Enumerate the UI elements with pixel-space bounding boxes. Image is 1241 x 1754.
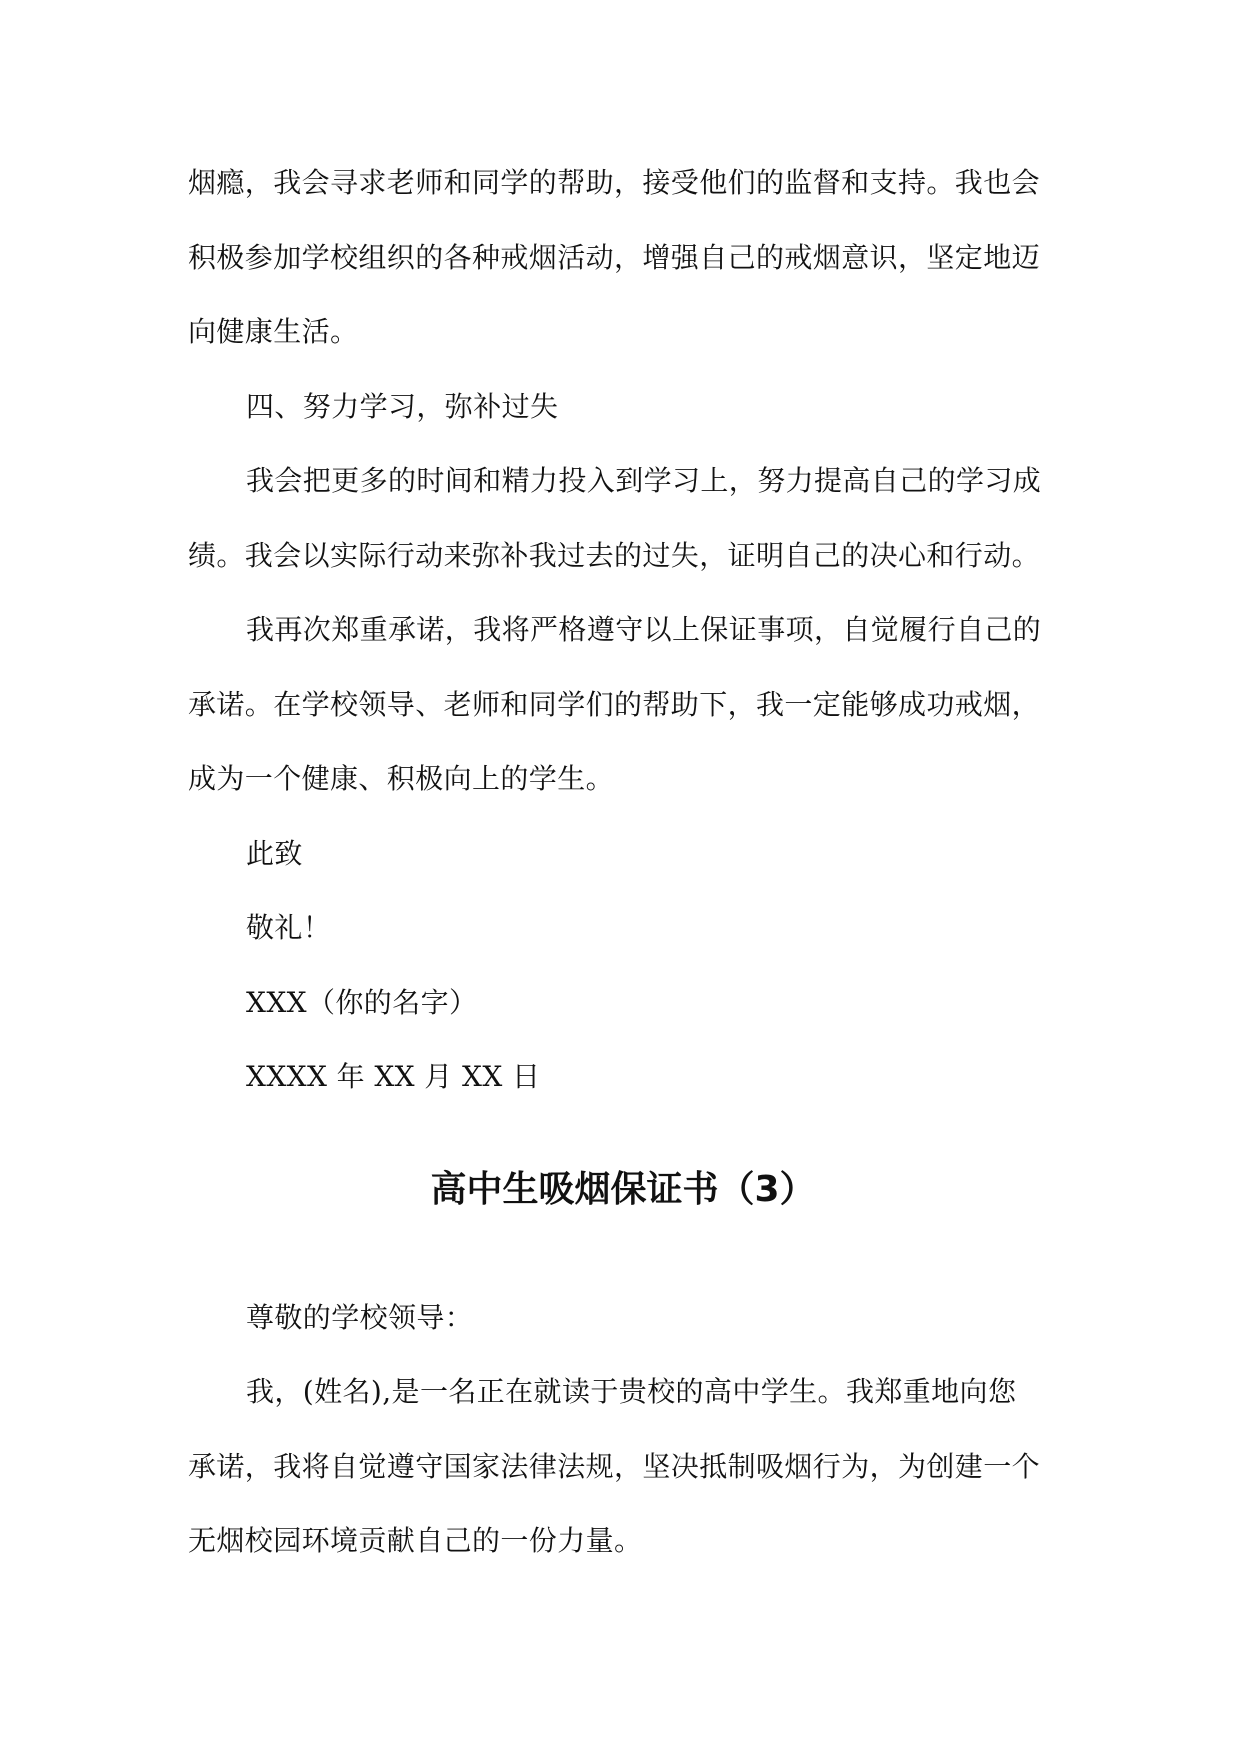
closing-regards: 敬礼！ bbox=[246, 911, 332, 944]
paragraph-line: 承诺，我将自觉遵守国家法律法规，坚决抵制吸烟行为，为创建一个 bbox=[188, 1449, 1041, 1483]
paragraph-line: 无烟校园环境贡献自己的一份力量。 bbox=[188, 1524, 643, 1557]
section-heading: 四、努力学习，弥补过失 bbox=[246, 389, 559, 423]
signature-line: XXX（你的名字） bbox=[246, 985, 478, 1019]
paragraph-line: 成为一个健康、积极向上的学生。 bbox=[188, 762, 615, 795]
paragraph-line: 烟瘾，我会寻求老师和同学的帮助，接受他们的监督和支持。我也会 bbox=[188, 166, 1041, 199]
paragraph-line: 我，(姓名),是一名正在就读于贵校的高中学生。我郑重地向您 bbox=[246, 1375, 1017, 1408]
paragraph-line: 积极参加学校组织的各种戒烟活动，增强自己的戒烟意识，坚定地迈 bbox=[188, 240, 1041, 274]
paragraph-line: 向健康生活。 bbox=[188, 315, 359, 348]
paragraph-line: 我再次郑重承诺，我将严格遵守以上保证事项，自觉履行自己的 bbox=[246, 613, 1042, 646]
date-line: XXXX 年 XX 月 XX 日 bbox=[246, 1060, 541, 1093]
closing-salutation: 此致 bbox=[246, 836, 303, 870]
paragraph-line: 承诺。在学校领导、老师和同学们的帮助下，我一定能够成功戒烟， bbox=[188, 687, 1041, 721]
paragraph-line: 绩。我会以实际行动来弥补我过去的过失，证明自己的决心和行动。 bbox=[188, 538, 1041, 572]
document-body bbox=[188, 146, 1058, 1579]
document-title: 高中生吸烟保证书（3） bbox=[430, 1168, 816, 1210]
paragraph-line: 我会把更多的时间和精力投入到学习上，努力提高自己的学习成 bbox=[246, 464, 1042, 497]
salutation: 尊敬的学校领导： bbox=[246, 1300, 474, 1334]
